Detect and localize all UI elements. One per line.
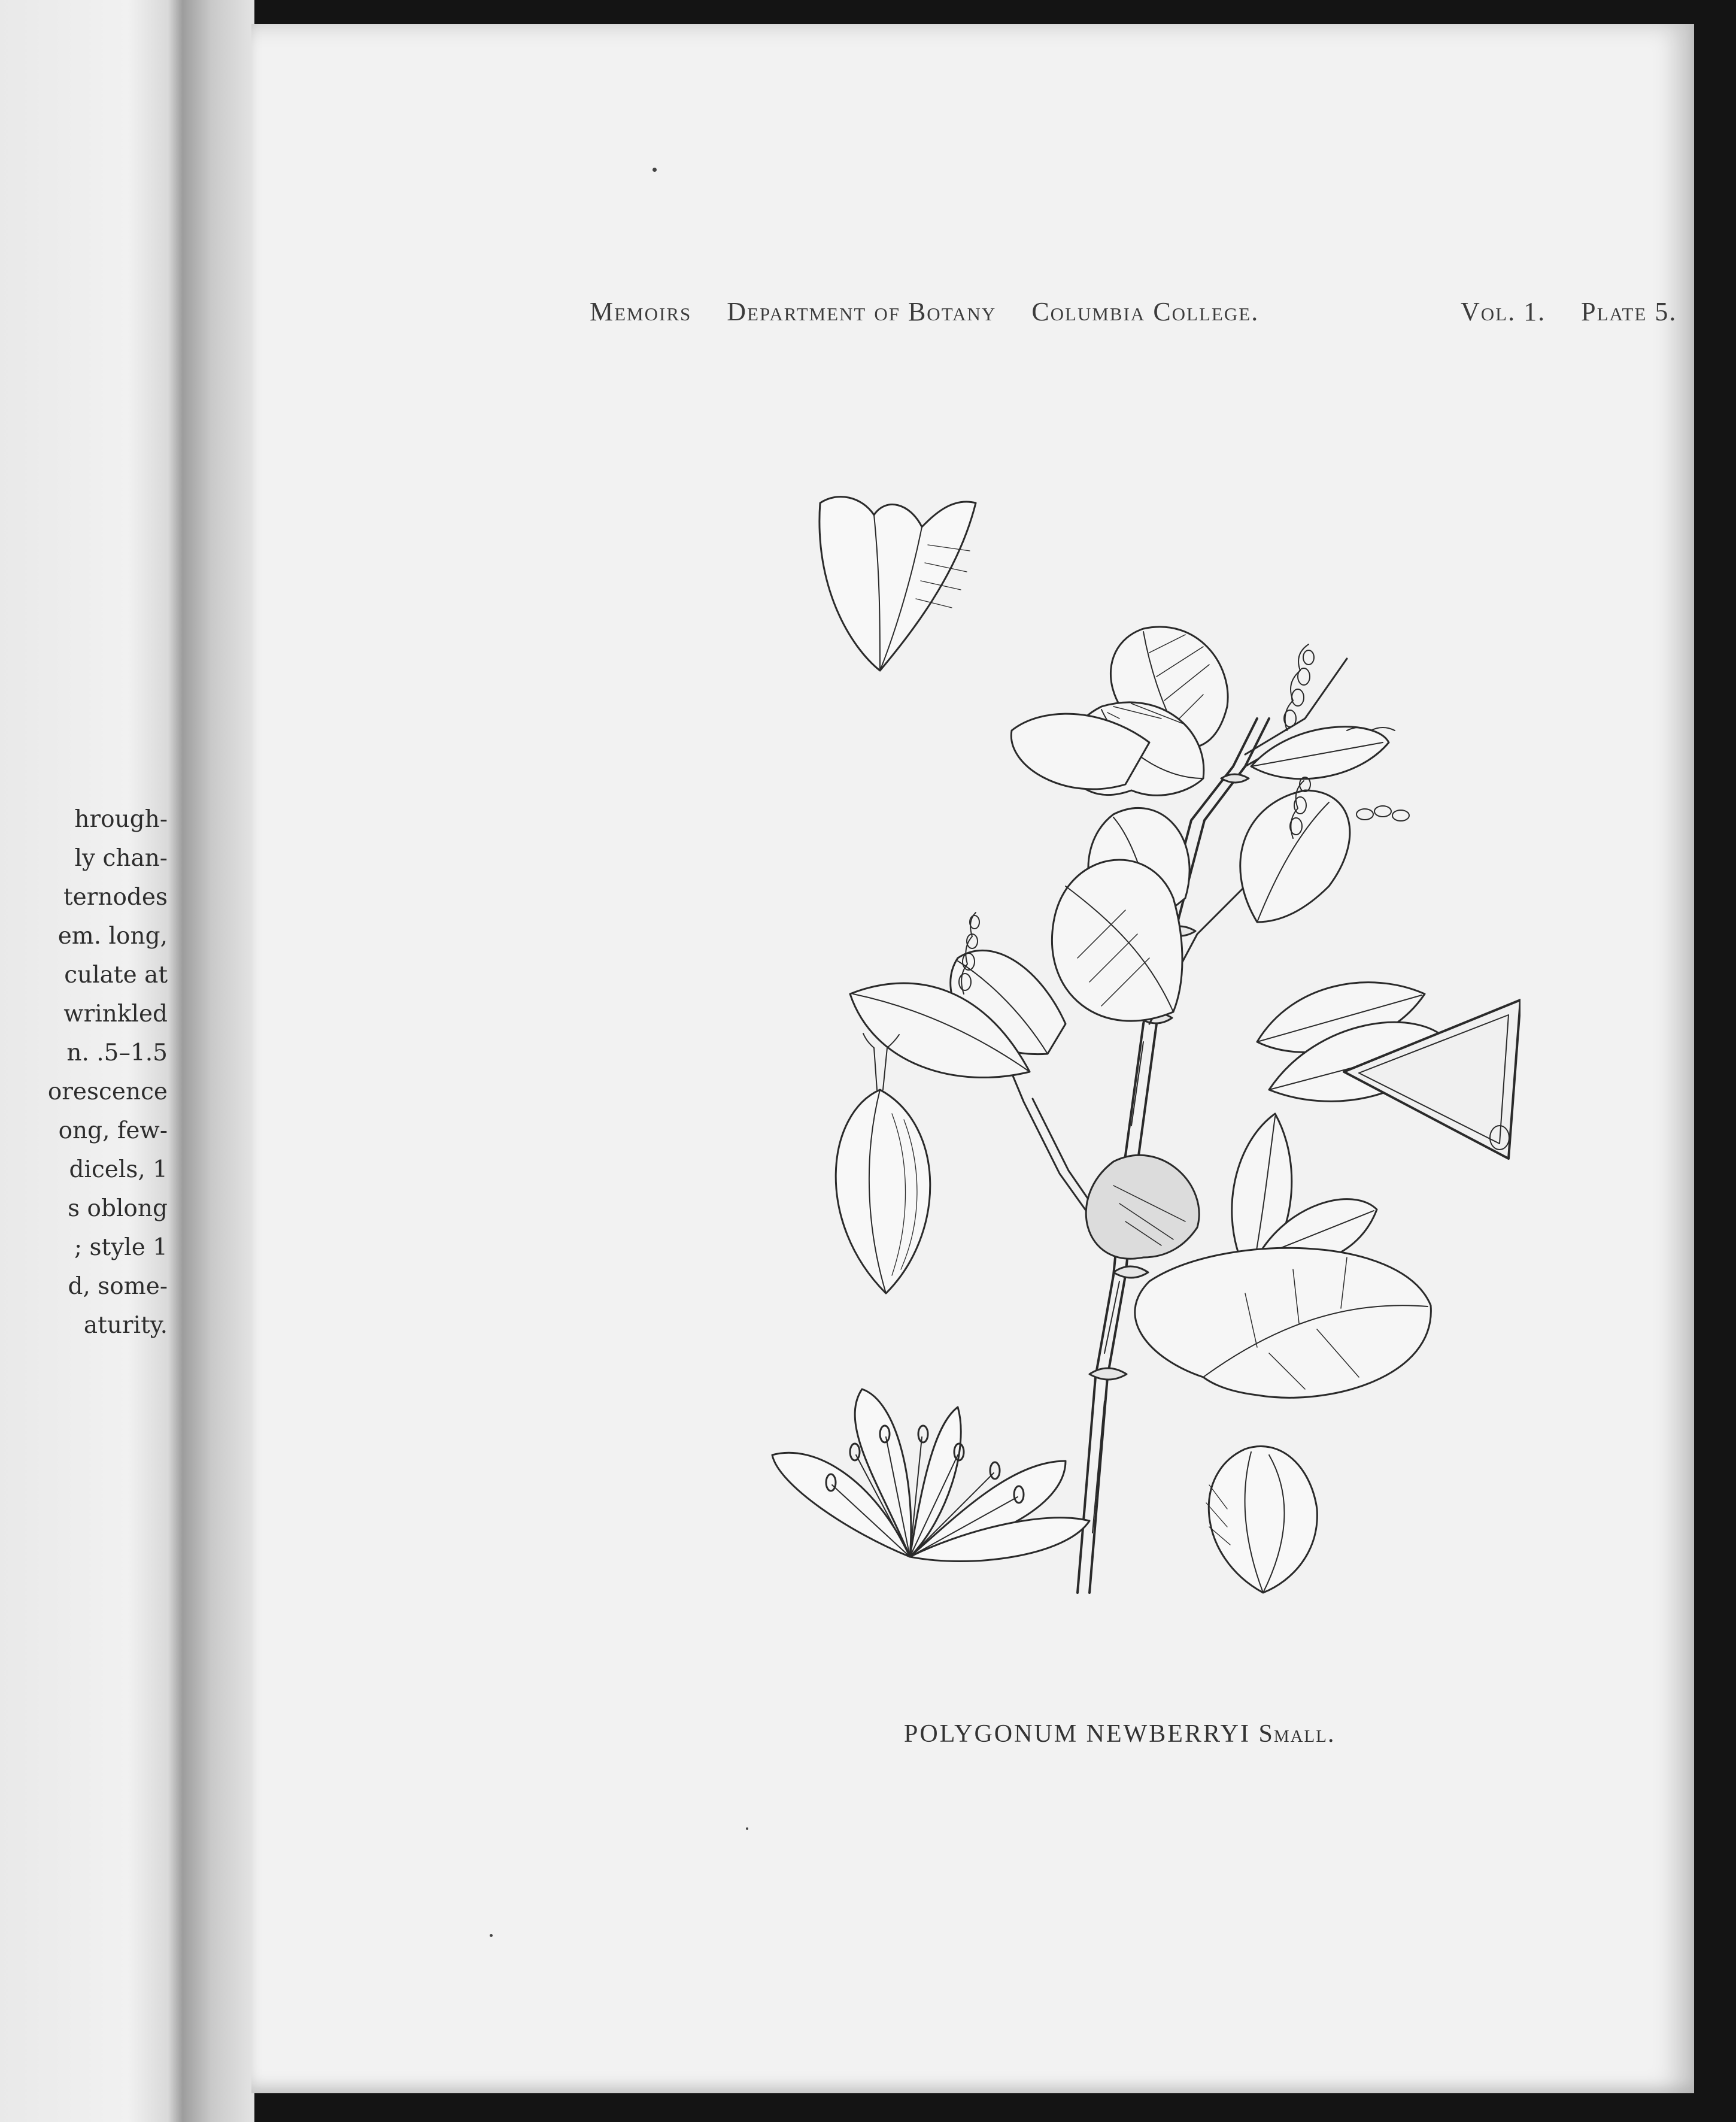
header-college: Columbia College. [1031, 297, 1259, 326]
text-line: wrinkled [63, 1001, 168, 1027]
text-line: hrough- [74, 806, 168, 833]
plate-header [590, 296, 1286, 338]
text-line: ly chan- [74, 845, 168, 872]
header-volume: Vol. 1. [1461, 297, 1546, 326]
paper-speck [490, 1934, 493, 1937]
text-line: s oblong [68, 1195, 168, 1222]
text-line: ong, few- [58, 1117, 168, 1144]
header-department: Department of Botany [727, 297, 997, 326]
header-series: Memoirs [590, 297, 692, 326]
left-page [0, 0, 183, 2122]
text-line: em. long, [57, 923, 168, 950]
leaves [850, 627, 1449, 1398]
detail-open-flower [772, 1389, 1089, 1562]
text-line: d, some- [68, 1273, 168, 1300]
detail-achene [836, 1033, 930, 1293]
leaf [1135, 1248, 1431, 1398]
plate-caption [904, 1720, 1335, 1748]
text-line: n. .5–1.5 [66, 1039, 168, 1066]
text-line: aturity. [83, 1312, 168, 1339]
text-line: ; style 1 [74, 1234, 168, 1261]
botanical-illustration [730, 467, 1520, 1605]
detail-fruit [1206, 1447, 1317, 1593]
caption-author: Small. [1258, 1720, 1336, 1748]
text-line: ternodes [63, 884, 168, 911]
book-gutter [183, 0, 254, 2122]
plate-page [251, 24, 1694, 2093]
detail-perianth-closed [820, 497, 976, 671]
text-line: orescence [47, 1078, 168, 1105]
leaf [1251, 727, 1389, 779]
leaf [1086, 1155, 1199, 1259]
paper-speck [746, 1827, 748, 1830]
header-plate: Plate 5. [1581, 297, 1677, 326]
caption-species: POLYGONUM NEWBERRYI [904, 1720, 1251, 1748]
text-line: dicels, 1 [69, 1156, 168, 1183]
left-page-text [0, 800, 174, 1345]
plate-number [1461, 296, 1704, 338]
leaf [1052, 860, 1182, 1021]
paper-speck [652, 168, 657, 172]
text-line: culate at [64, 962, 168, 989]
